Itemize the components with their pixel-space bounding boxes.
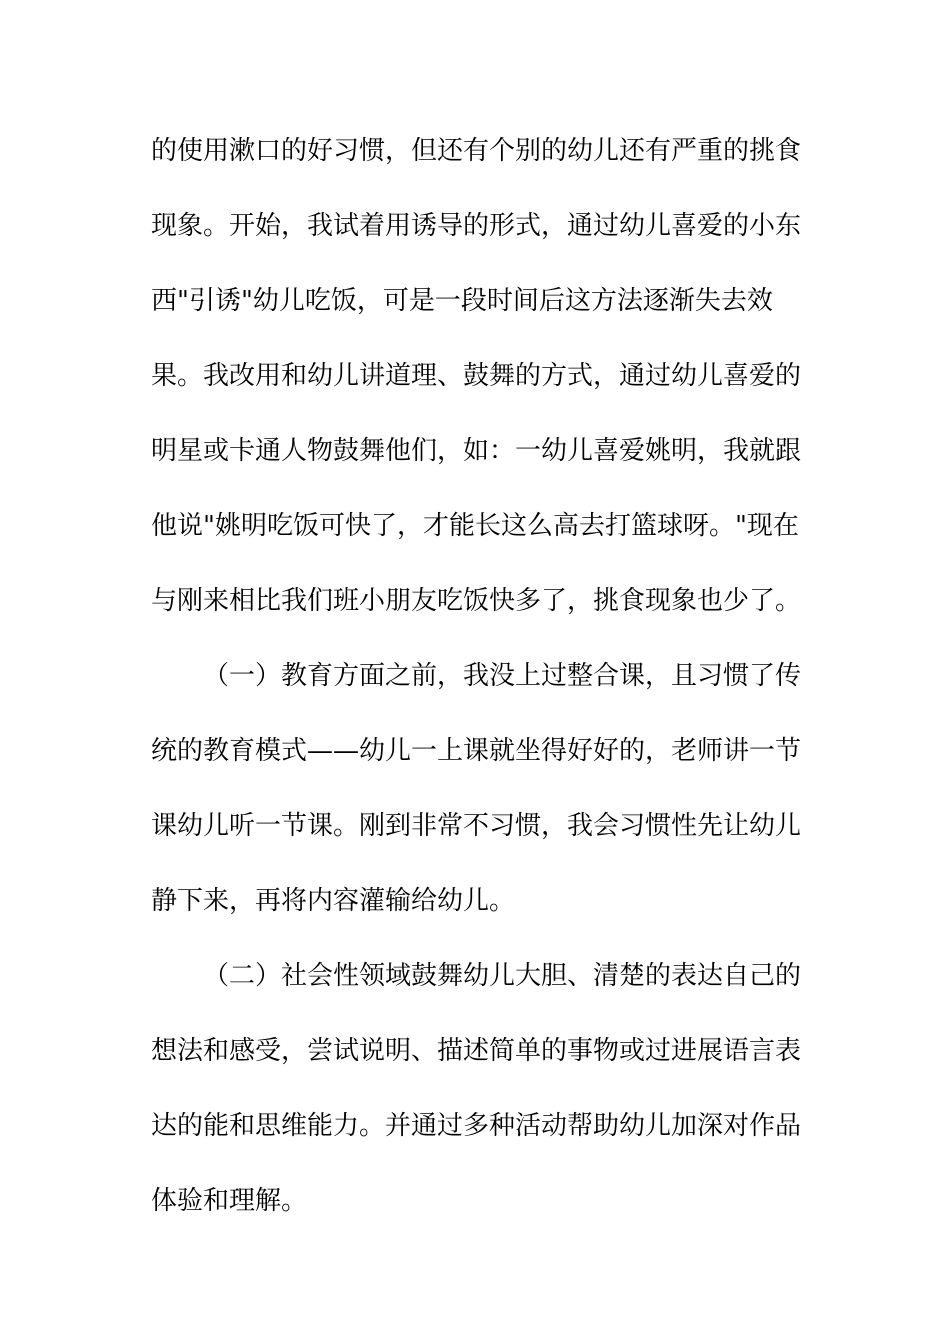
text-line: 西"引诱"幼儿吃饭，可是一段时间后这方法逐渐失去效 bbox=[151, 286, 773, 316]
text-line: 想法和感受，尝试说明、描述简单的事物或过进展语言表 bbox=[151, 1036, 802, 1066]
text-line: 与刚来相比我们班小朋友吃饭快多了，挑食现象也少了。 bbox=[151, 586, 802, 616]
text-line: 统的教育模式——幼儿一上课就坐得好好的，老师讲一节 bbox=[151, 736, 802, 766]
text-line: 他说"姚明吃饭可快了，才能长这么高去打篮球呀。"现在 bbox=[151, 511, 799, 541]
text-line: 达的能和思维能力。并通过多种活动帮助幼儿加深对作品 bbox=[151, 1111, 802, 1141]
text-line: 明星或卡通人物鼓舞他们，如：一幼儿喜爱姚明，我就跟 bbox=[151, 436, 802, 466]
text-line: 静下来，再将内容灌输给幼儿。 bbox=[151, 886, 516, 916]
paragraph-start-line: （二）社会性领域鼓舞幼儿大胆、清楚的表达自己的 bbox=[203, 961, 802, 991]
paragraph-start-line: （一）教育方面之前，我没上过整合课，且习惯了传 bbox=[203, 661, 802, 691]
text-line: 现象。开始，我试着用诱导的形式，通过幼儿喜爱的小东 bbox=[151, 211, 802, 241]
text-line: 果。我改用和幼儿讲道理、鼓舞的方式，通过幼儿喜爱的 bbox=[151, 361, 802, 391]
text-line: 课幼儿听一节课。刚到非常不习惯，我会习惯性先让幼儿 bbox=[151, 811, 802, 841]
text-line: 体验和理解。 bbox=[151, 1186, 308, 1216]
text-line: 的使用漱口的好习惯，但还有个别的幼儿还有严重的挑食 bbox=[151, 136, 802, 166]
